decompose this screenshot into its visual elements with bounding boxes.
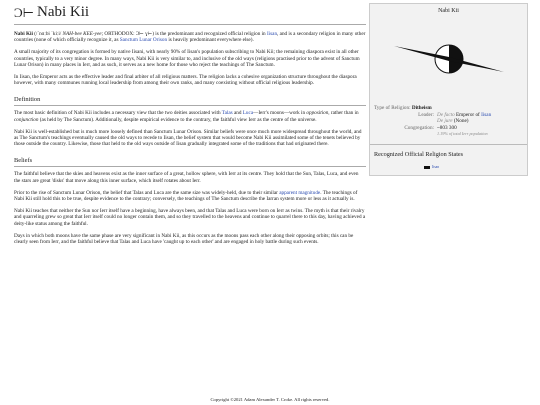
text-run: . The teachings of Nabi Kii still hold this to be true, despite evidence to the contrary; conversely, the teachings of The Sanctum describe the Iarran system more or less as it actually is. (14, 189, 358, 203)
text-run: ; ORTHODOX: Ͻ⊢ ɣ⊢) is the predominant and recognized official religion in (101, 31, 267, 37)
congregation-sub: 1.19% of total Ierr population (437, 131, 488, 136)
definition-paragraph-1 (14, 110, 366, 122)
type-value: Ditheism (411, 105, 432, 111)
bold-text: Nabi Kii (14, 31, 33, 37)
page-title (14, 4, 366, 25)
text-run: Prior to the rise of Sanctum Lunar Orison, the belief that Talas and Luca are the same size was widely-held, due to their similar (14, 189, 280, 196)
beliefs-paragraph-2 (14, 190, 366, 202)
inline-link[interactable]: apparent magnitude (279, 189, 321, 196)
paragraph-congregation: A small majority of its congregation is formed by native Iisani, with nearly 90% of Iisan's population subscribing to Nabi Kii; the remaining diaspora exist in all other countries, typically to a very minor degree. In many ways, Nabi Kii is very similar to, and inclusive of the old ways (religions practised prior to the advent of Sanctum Lunar Orison) in many places in Ierr, and as such, it serves as a new home for those who reject the teachings of The Sanctum. (14, 49, 360, 68)
infobox-title: Nabi Kii (438, 8, 459, 14)
inline-link[interactable]: Luca (242, 110, 254, 117)
state-name[interactable]: Iisan (432, 165, 439, 169)
text-run: , and is a secondary religion in many other countries (none of which officially recognize it, as (14, 31, 366, 44)
definition-paragraph-2: Nabi Kii is well-established but is much more loosely defined than Sanctum Lunar Orison. Similar beliefs were once much more widespread throughout the world, and as The Sanctum's teachings eventually caused the old ways to recede to Iisan, the belief system that would become Nabi Kii assimilated some of the tenets believed by those outside the country. Likewise, those that held to the old ways outside of Iisan gradually integrated some of the traditions that had originated there. (14, 128, 362, 148)
text-run: (as held by The Sanctum). Additionally, despite empirical evidence to the contrary, the faithful view Ierr as the centre of the universe. (38, 116, 317, 123)
italic-text: NAH-bee KEE-yee (62, 31, 102, 37)
congregation-number: ~803 300 (437, 125, 457, 131)
states-heading: Recognized Official Religion States (370, 144, 527, 161)
inline-link[interactable]: Iisan (266, 31, 278, 37)
inline-link[interactable]: Sanctum Lunar Orison (119, 37, 168, 44)
inline-link[interactable]: Talas (221, 110, 233, 117)
leader-facto-prefix: De facto (437, 112, 455, 118)
copyright-footer: Copyright ©2021 Adam Alexander T. Croke. All rights reserved. (210, 397, 330, 402)
intro-paragraph (14, 31, 366, 43)
leader-label: Leader: (418, 112, 434, 118)
infobox-row-congregation (374, 125, 523, 137)
text-run: is heavily predominant everywhere else). (167, 37, 254, 44)
text-run: —Ierr's moons—work in (253, 110, 307, 117)
leader-jure-value: (None) (453, 118, 469, 124)
states-list (370, 161, 527, 175)
religion-symbol-image (374, 16, 524, 102)
beliefs-paragraph-1: The faithful believe that the skies and heavens exist as the inner surface of a great, hollow sphere, with Ierr at its centre. They hold that the Sun, Talas, Luca, and even the stars are great 'disks' that move along this inner surface, which itself rotates about Ierr. (14, 171, 359, 184)
text-run: and (232, 110, 243, 117)
text-run: (/ˈnɑːbi ˈkiːi/ (32, 31, 63, 37)
congregation-label: Congregation: (404, 125, 434, 131)
beliefs-paragraph-3: Nabi Kii teaches that neither the Sun nor Ierr itself have a beginning, have always been, and that Talas and Luca were born on Ierr as twins. The myth is that their rivalry and quarreling grew so great that Ierr itself could no longer contain them, and so they travelled to the heavens and continue to quarrel there to this day, having achieved a deity-like status among the faithful. (14, 208, 366, 227)
title-glyph: Ͻ⊢ (14, 4, 34, 20)
section-heading-beliefs: Beliefs (14, 157, 366, 167)
infobox-row-type (374, 105, 523, 111)
leader-facto-value: Emperor of (456, 112, 480, 118)
type-label: Type of Religion: (374, 105, 411, 111)
text-run: The most basic definition of Nabi Kii includes a necessary view that the two deities associated with (14, 110, 222, 117)
flag-icon (424, 166, 430, 169)
section-heading-definition: Definition (14, 96, 366, 106)
text-run: , rather than in (328, 110, 359, 117)
paragraph-leadership: In Iisan, the Emperor acts as the effective leader and final arbiter of all religious matters. The religion lacks a cohesive organization structure throughout the diaspora however, with many communes running local leadership from among their own ranks, and many coexisting without official religious leadership. (14, 74, 357, 87)
leader-facto-link[interactable]: Iisan (481, 112, 492, 118)
italic-text: opposition (306, 110, 329, 117)
state-item[interactable] (424, 165, 523, 169)
congregation-value (437, 125, 523, 137)
title-text: Nabi Kii (37, 4, 90, 20)
article (14, 0, 366, 251)
italic-text: conjunction (14, 116, 39, 123)
beliefs-paragraph-4: Days in which both moons have the same phase are very significant in Nabi Kii, as this occurs as the moons pass each other along their opposing orbits; this can be clearly seen from Ierr, and the faithful believe that Talas and Luca have 'caught up to each other' and are engaged in holy battle during such events. (14, 232, 354, 246)
infobox-row-leader (374, 112, 523, 124)
infobox-rows (370, 102, 527, 140)
leader-jure-prefix: De jure (437, 118, 453, 124)
infobox (369, 3, 528, 176)
leader-value (437, 112, 523, 124)
